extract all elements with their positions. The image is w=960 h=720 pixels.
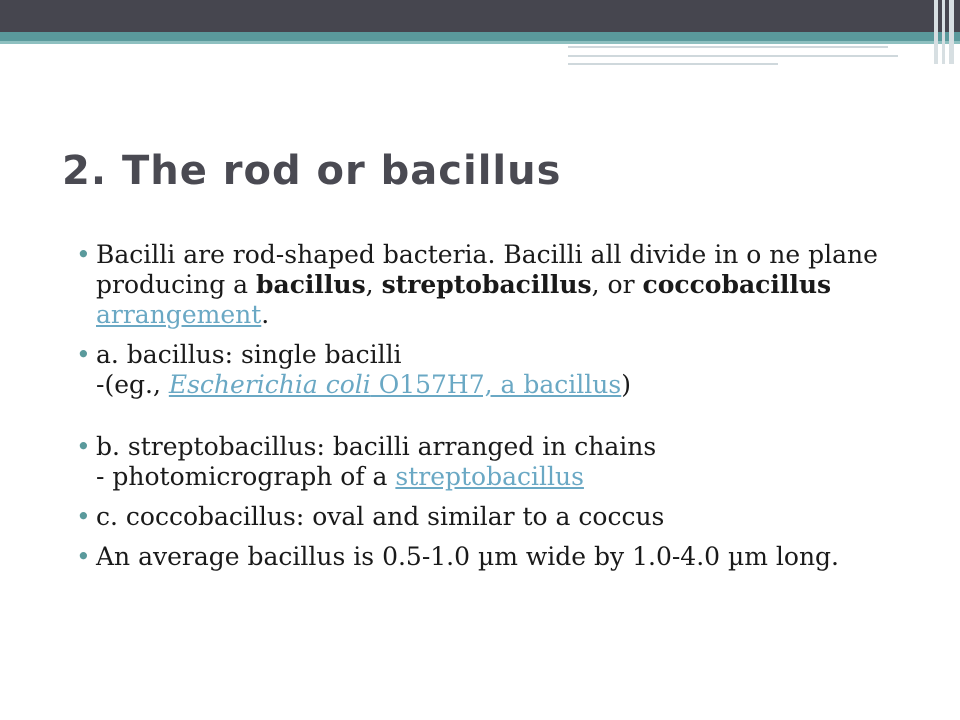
arrangement-link[interactable]: arrangement [96, 300, 262, 329]
slide-title: 2. The rod or bacillus [62, 148, 562, 194]
bullet-list [76, 240, 916, 582]
header-accent-bar [0, 32, 960, 41]
ecoli-link[interactable]: Escherichia coli O157H7, a bacillus [168, 370, 622, 399]
header-bar [0, 0, 960, 32]
decorative-line [568, 55, 898, 57]
decorative-line [568, 46, 888, 48]
bullet-item: • a. bacillus: single bacilli -(eg., Escherichia coli O157H7, a bacillus) [76, 340, 916, 400]
header-accent-bar-light [0, 41, 960, 44]
bullet-item: • Bacilli are rod-shaped bacteria. Bacilli all divide in o ne plane producing a bacillus, streptobacillus, or coccobacillus arrangement. [76, 240, 916, 330]
bullet-item: • An average bacillus is 0.5-1.0 µm wide by 1.0-4.0 µm long. [76, 542, 916, 572]
bullet-item: • b. streptobacillus: bacilli arranged in chains - photomicrograph of a streptobacillus [76, 432, 916, 492]
decorative-line [568, 63, 778, 65]
decorative-stripes [932, 0, 960, 64]
streptobacillus-link[interactable]: streptobacillus [395, 462, 584, 491]
bullet-item: • c. coccobacillus: oval and similar to a coccus [76, 502, 916, 532]
